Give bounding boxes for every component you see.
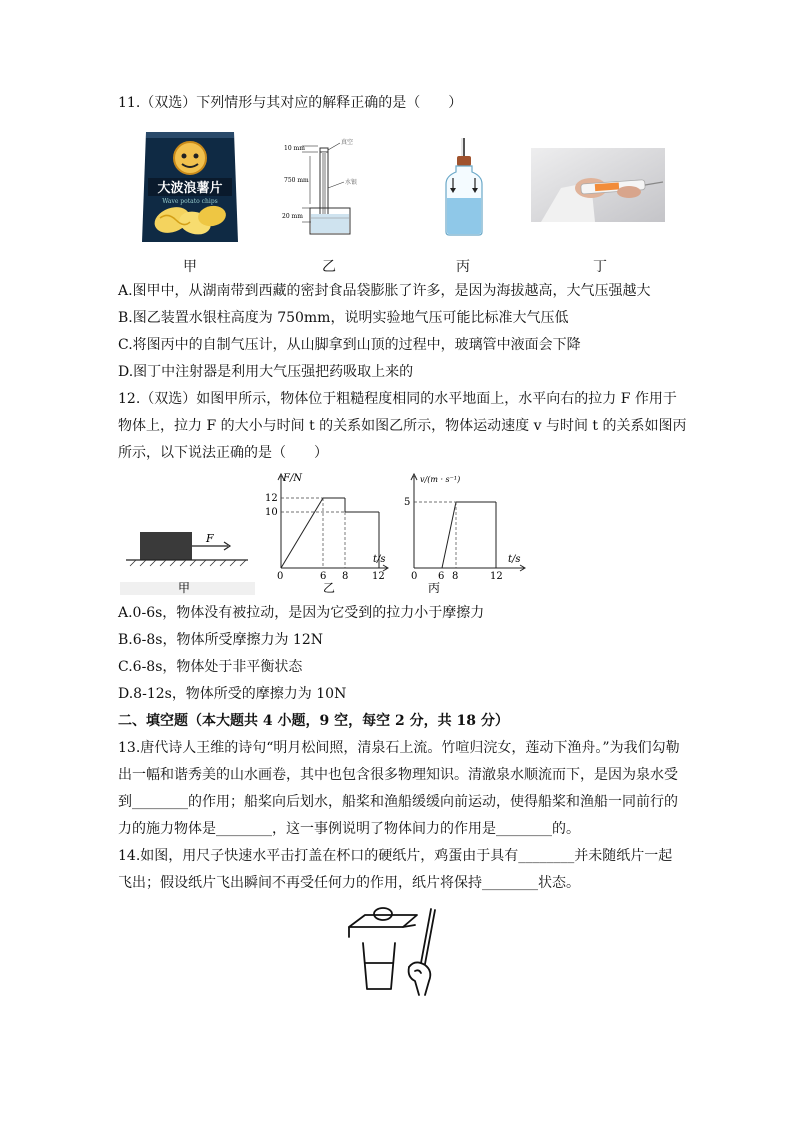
- graph-bing-ytick-5: 5: [404, 497, 411, 508]
- chips-bag-image: [140, 128, 240, 246]
- q11-option-b: B.图乙装置水银柱高度为 750mm，说明实验地气压可能比标准大气压低: [118, 310, 569, 326]
- q12-option-a: A.0-6s，物体没有被拉动，是因为它受到的拉力小于摩擦力: [118, 605, 485, 621]
- chips-sub-text: Wave potato chips: [162, 198, 218, 205]
- q11-caption-bing: 丙: [456, 259, 470, 275]
- graph-bing-xtick-8: 8: [452, 571, 459, 582]
- q12-stem-2: 物体上，拉力 F 的大小与时间 t 的关系如图乙所示，物体运动速度 v 与时间 t 的关系如图丙: [118, 418, 687, 434]
- q11-option-a: A.图甲中，从湖南带到西藏的密封食品袋膨胀了许多，是因为海拔越高，大气压强越大: [118, 283, 651, 299]
- q11-caption-jia: 甲: [183, 259, 197, 275]
- q11-stem: 11.（双选）下列情形与其对应的解释正确的是（ ）: [118, 95, 463, 111]
- graph-yi-xtick-8: 8: [342, 571, 349, 582]
- q12-caption-bing: 丙: [428, 581, 441, 593]
- q11-option-c: C.将图丙中的自制气压计，从山脚拿到山顶的过程中，玻璃管中液面会下降: [118, 337, 581, 353]
- q12-stem-1: 12.（双选）如图甲所示，物体位于粗糙程度相同的水平地面上，水平向右的拉力 F 作用于: [118, 391, 677, 407]
- graph-yi-xlabel: t/s: [373, 554, 386, 565]
- q12-caption-yi: 乙: [323, 581, 336, 593]
- q14-line-2: 飞出；假设纸片飞出瞬间不再受任何力的作用，纸片将保持________状态。: [118, 875, 580, 891]
- q11-caption-yi: 乙: [322, 259, 336, 275]
- q11-caption-ding: 丁: [593, 259, 607, 275]
- velocity-time-graph: [400, 468, 535, 593]
- barometer-mercury-label: 水银: [345, 179, 358, 186]
- graph-bing-ylabel: v/(m · s⁻¹): [420, 475, 461, 484]
- graph-bing-xtick-12: 12: [490, 571, 503, 582]
- q11-option-d: D.图丁中注射器是利用大气压强把药吸取上来的: [118, 364, 414, 380]
- graph-yi-ylabel: F/N: [283, 473, 303, 484]
- q13-line-1: 13.唐代诗人王维的诗句“明月松间照，清泉石上流。竹喧归浣女，莲动下渔舟。”为我们勾勒: [118, 740, 680, 756]
- graph-yi-ytick-12: 12: [265, 493, 278, 504]
- chips-brand-text: 大波浪薯片: [157, 181, 223, 196]
- block-on-ground-diagram: [120, 520, 255, 595]
- graph-yi-xtick-12: 12: [372, 571, 385, 582]
- q14-line-1: 14.如图，用尺子快速水平击打盖在杯口的硬纸片，鸡蛋由于具有________并未随纸片一起: [118, 848, 673, 864]
- syringe-photo: [531, 148, 665, 222]
- graph-bing-xtick-6: 6: [438, 571, 445, 582]
- graph-yi-xtick-6: 6: [320, 571, 327, 582]
- homemade-barometer-bottle: [444, 138, 484, 236]
- graph-bing-xtick-0: 0: [411, 571, 418, 582]
- barometer-diagram: [282, 138, 392, 238]
- barometer-vacuum-label: 真空: [341, 139, 354, 146]
- q12-option-d: D.8-12s，物体所受的摩擦力为 10N: [118, 686, 347, 702]
- graph-yi-ytick-10: 10: [265, 507, 278, 518]
- force-f-label: F: [206, 532, 214, 545]
- graph-bing-xlabel: t/s: [508, 554, 521, 565]
- force-time-graph: [255, 468, 395, 593]
- graph-yi-xtick-0: 0: [277, 571, 284, 582]
- section-2-title: 二、填空题（本大题共 4 小题，9 空，每空 2 分，共 18 分）: [118, 713, 509, 729]
- q13-line-3: 到________的作用；船桨向后划水，船桨和渔船缓缓向前运动，使得船桨和渔船一同前行的: [118, 794, 678, 810]
- q12-caption-jia: 甲: [178, 581, 191, 595]
- q13-line-4: 力的施力物体是________，这一事例说明了物体间力的作用是________的。: [118, 821, 580, 837]
- barometer-20mm-label: 20 mm: [282, 213, 303, 220]
- q12-option-c: C.6-8s，物体处于非平衡状态: [118, 659, 303, 675]
- q12-option-b: B.6-8s，物体所受摩擦力为 12N: [118, 632, 323, 648]
- q12-stem-3: 所示，以下说法正确的是（ ）: [118, 445, 328, 461]
- q13-line-2: 出一幅和谐秀美的山水画卷，其中也包含很多物理知识。清澈泉水顺流而下，是因为泉水受: [118, 767, 678, 783]
- egg-cup-ruler-sketch: [345, 905, 445, 997]
- barometer-10mm-label: 10 mm: [284, 145, 305, 152]
- barometer-750mm-label: 750 mm: [284, 177, 309, 184]
